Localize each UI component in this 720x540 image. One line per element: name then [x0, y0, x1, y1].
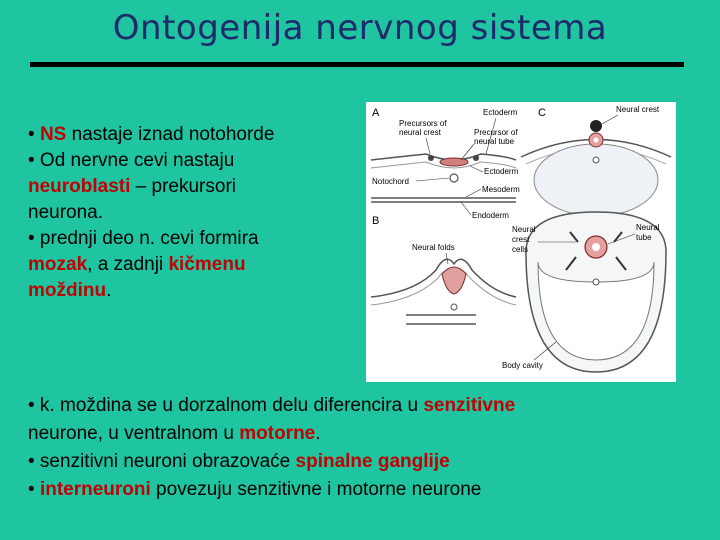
- svg-text:tube: tube: [636, 233, 652, 242]
- svg-text:Neural folds: Neural folds: [412, 243, 455, 252]
- highlight-term: spinalne ganglije: [295, 451, 450, 472]
- svg-text:Body cavity: Body cavity: [502, 361, 543, 370]
- panel-letter-b: B: [372, 215, 380, 227]
- text-line: neurona.: [28, 202, 104, 223]
- svg-text:Precursors of: Precursors of: [399, 119, 447, 128]
- text-line: neuroblasti – prekursori: [28, 176, 237, 197]
- highlight-term: motorne: [239, 423, 316, 444]
- svg-text:Notochord: Notochord: [372, 177, 409, 186]
- svg-text:Ectoderm: Ectoderm: [483, 108, 518, 117]
- panel-letter-c: C: [538, 107, 546, 119]
- highlight-term: senzitivne: [423, 395, 516, 416]
- highlight-term: interneuroni: [39, 479, 151, 500]
- notochord-c: [593, 157, 599, 163]
- neural-crest-c: [590, 120, 602, 132]
- panel-letter-a: A: [372, 107, 380, 119]
- text-line: mozak, a zadnji kičmenu: [28, 254, 246, 275]
- text-line: • NS nastaje iznad notohorde: [28, 124, 275, 145]
- text-line: • senzitivni neuroni obrazovaće spinalne ganglije: [28, 451, 450, 472]
- crest-precursor-right: [473, 155, 479, 161]
- svg-text:Mesoderm: Mesoderm: [482, 185, 520, 194]
- embryo-body-top-c: [534, 144, 658, 216]
- top-text-block: [28, 122, 358, 304]
- svg-text:Neural: Neural: [512, 225, 536, 234]
- text-line: • prednji deo n. cevi formira: [28, 228, 259, 249]
- highlight-term: mozak: [28, 254, 88, 275]
- svg-text:Neural crest: Neural crest: [616, 105, 660, 114]
- text-line: moždinu.: [28, 280, 112, 301]
- svg-text:Precursor of: Precursor of: [474, 128, 518, 137]
- svg-text:cells: cells: [512, 245, 529, 254]
- title-divider: [30, 62, 684, 67]
- svg-text:Endoderm: Endoderm: [472, 211, 509, 220]
- highlight-term: kičmenu: [168, 254, 246, 275]
- highlight-term: neuroblasti: [28, 176, 131, 197]
- svg-text:neural tube: neural tube: [474, 137, 515, 146]
- notochord-b: [451, 304, 457, 310]
- bottom-text-block: [28, 392, 708, 504]
- neural-fold-b: [442, 267, 466, 294]
- svg-text:crest: crest: [512, 235, 530, 244]
- notochord-a: [450, 174, 458, 182]
- neural-tube-diagram: [366, 102, 676, 382]
- page-title: Ontogenija nervnog sistema: [112, 8, 608, 48]
- text-line: neurone, u ventralnom u motorne.: [28, 423, 321, 444]
- text-line: • interneuroni povezuju senzitivne i motorne neurone: [28, 479, 482, 500]
- crest-precursor-left: [428, 155, 434, 161]
- svg-text:Neural: Neural: [636, 223, 660, 232]
- highlight-term: NS: [39, 124, 67, 145]
- diagram-svg: [366, 102, 676, 382]
- text-line: • k. moždina se u dorzalnom delu diferencira u senzitivne: [28, 395, 516, 416]
- svg-text:neural crest: neural crest: [399, 128, 441, 137]
- neural-plate-a: [440, 158, 468, 166]
- svg-text:Ectoderm: Ectoderm: [484, 167, 519, 176]
- text-line: • Od nervne cevi nastaju: [28, 150, 235, 171]
- highlight-term: moždinu: [28, 280, 107, 301]
